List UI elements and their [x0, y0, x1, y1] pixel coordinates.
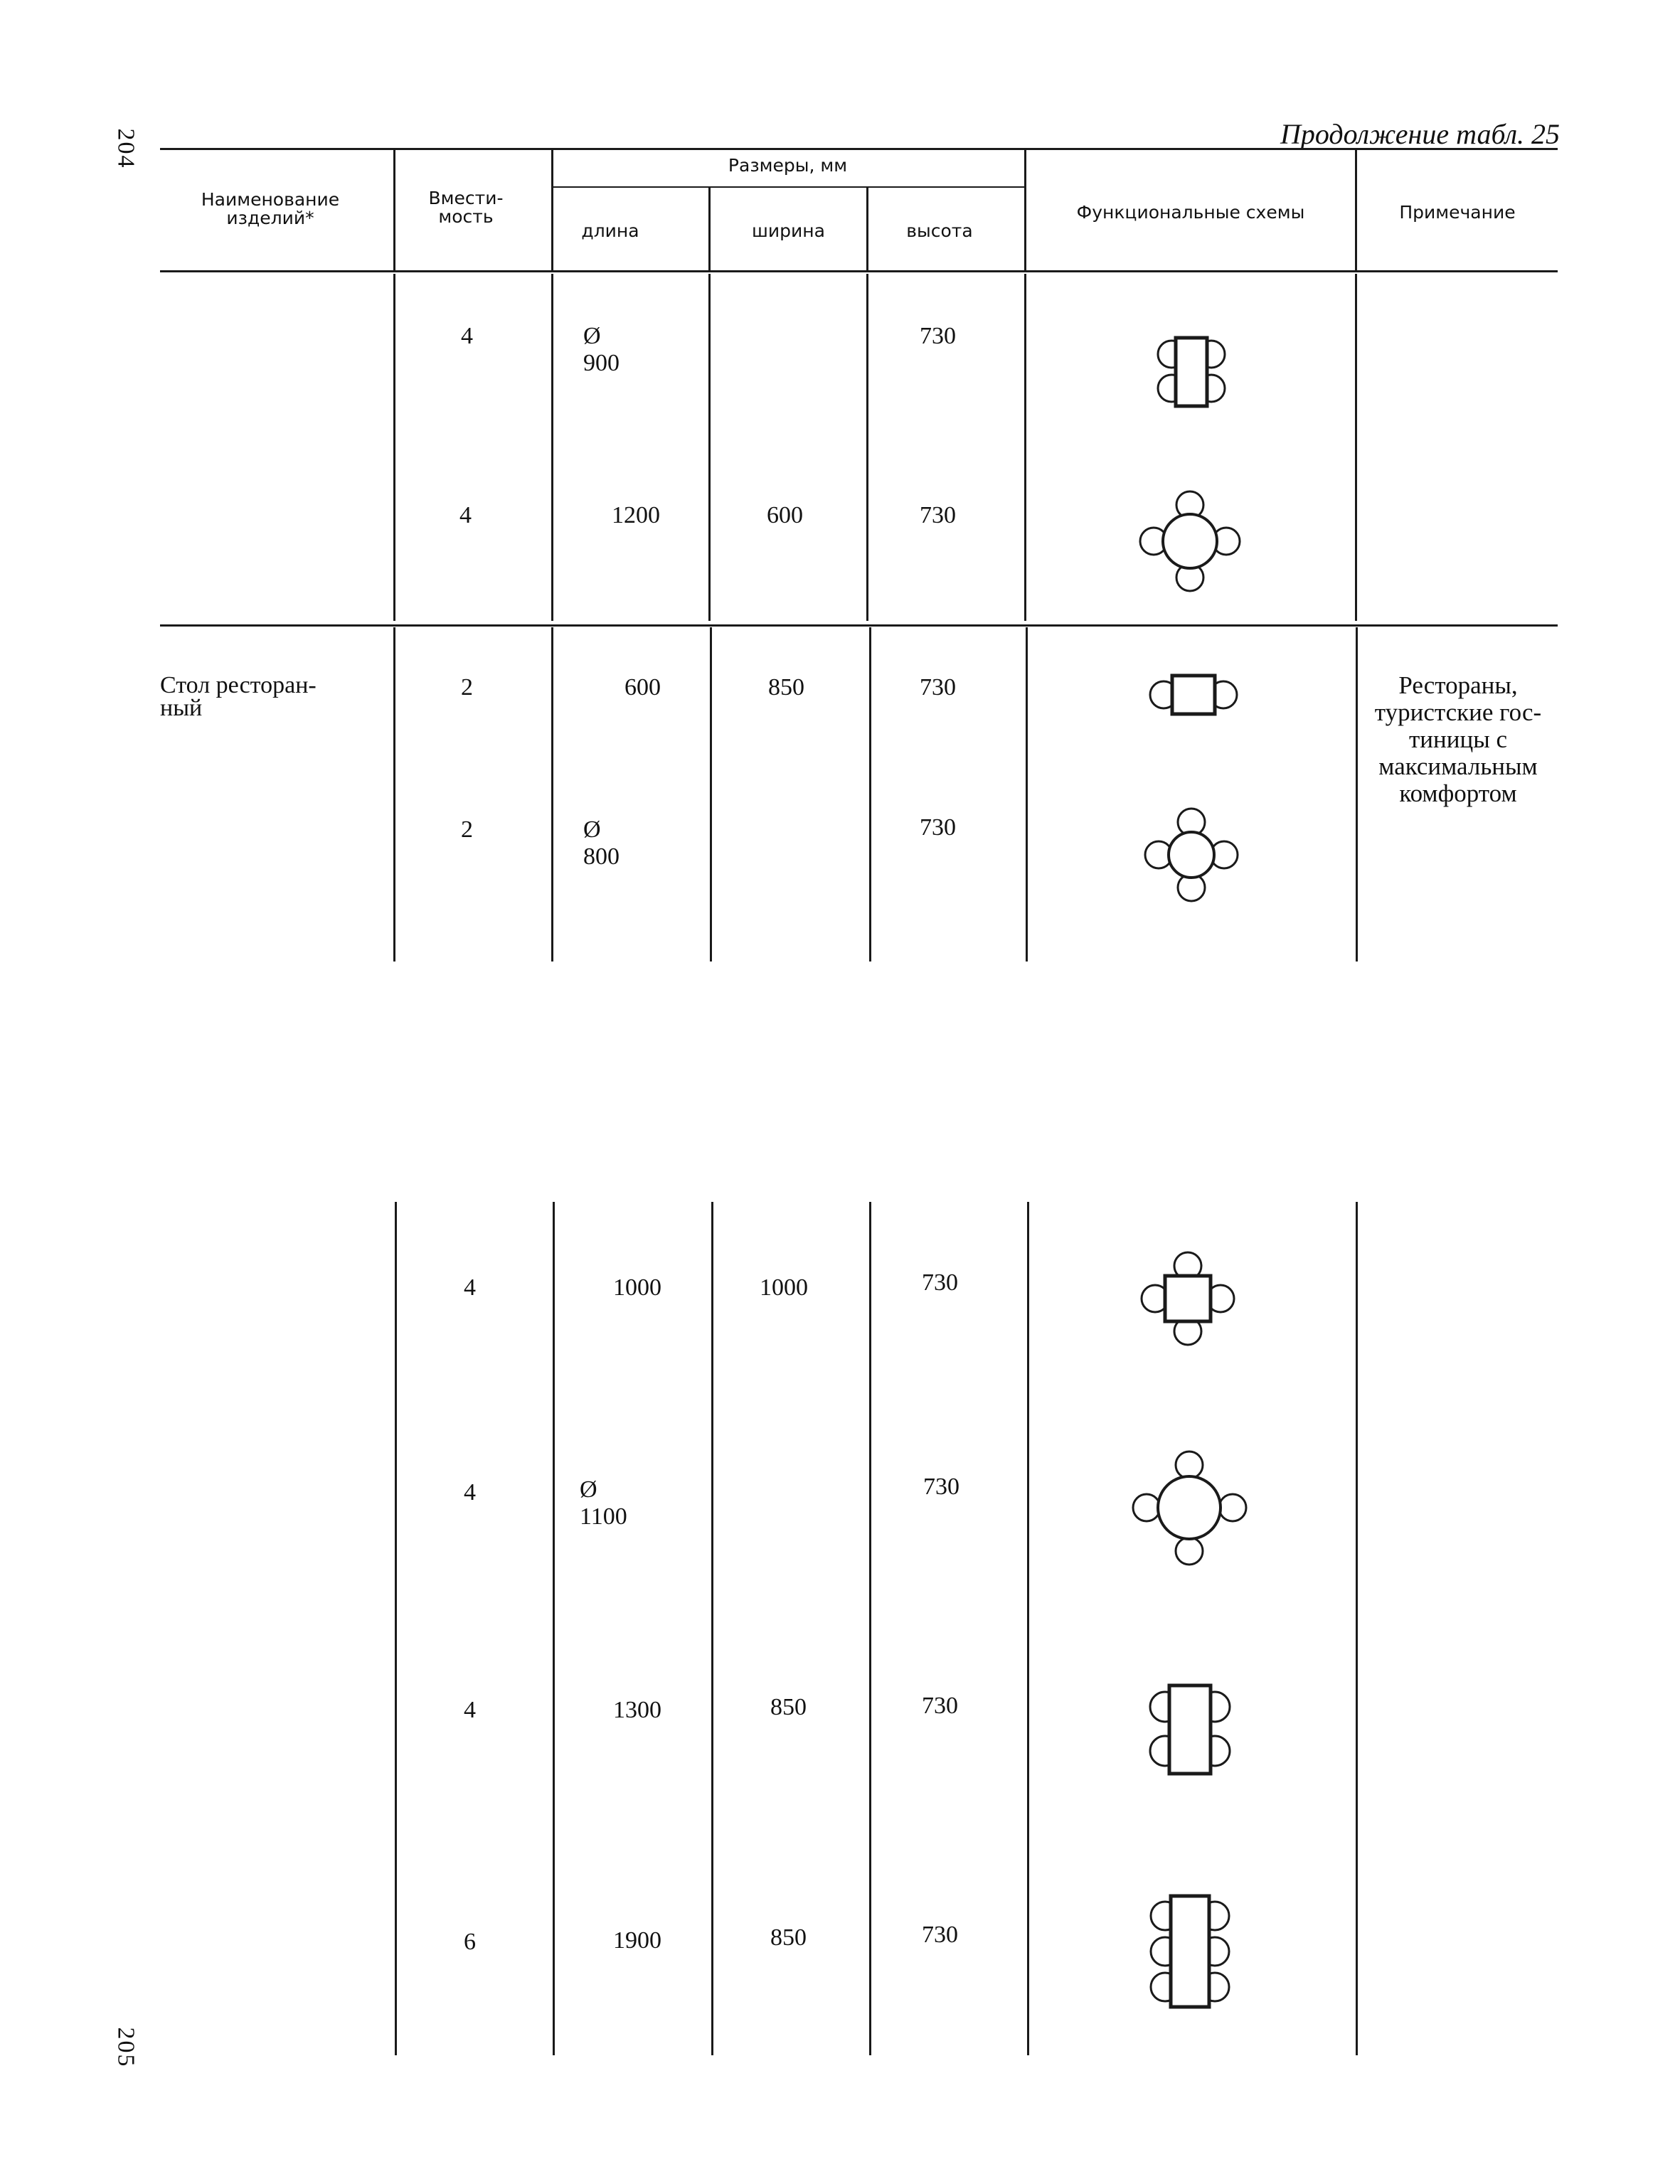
- cell-capacity: 4: [464, 1697, 476, 1723]
- body-divider-a1: [393, 274, 395, 621]
- header-divider-1: [393, 148, 395, 270]
- table-caption: Продолжение табл. 25: [1280, 118, 1561, 150]
- cell-capacity: 4: [464, 1274, 476, 1301]
- round-4-chairs-large-icon: [1131, 1449, 1248, 1567]
- product-name: [160, 674, 381, 720]
- cell-length: Ø 900: [583, 323, 620, 376]
- product-name-text: Стол ресторан- ный: [160, 672, 317, 721]
- cell-length: Ø 800: [583, 816, 620, 870]
- note-text: [1359, 672, 1558, 807]
- cell-capacity: 6: [464, 1929, 476, 1955]
- cell-capacity: 4: [459, 502, 472, 528]
- dimensions-group-rule: [551, 186, 1024, 188]
- cell-length: Ø 1100: [580, 1476, 627, 1530]
- page-number-bottom: 205: [112, 2027, 139, 2068]
- cell-capacity: 2: [461, 816, 473, 843]
- body-divider-c4: [869, 1202, 871, 2055]
- header-bottom-rule: [160, 270, 1558, 272]
- note-text-content: Рестораны, туристские гос- тиницы с максимальным комфортом: [1374, 671, 1542, 807]
- cell-capacity: 2: [461, 674, 473, 701]
- group-separator-rule: [160, 624, 1558, 627]
- cell-height: 730: [923, 1474, 959, 1500]
- header-capacity-text: Вмести- мость: [428, 188, 504, 227]
- body-divider-c5: [1027, 1202, 1029, 2055]
- body-divider-a2: [551, 274, 553, 621]
- header-name: Наименование изделий*: [201, 189, 340, 228]
- cell-width: 850: [768, 674, 804, 701]
- table-top-rule: [160, 148, 1558, 150]
- header-note: Примечание: [1399, 202, 1516, 223]
- rect-6-chairs-icon: [1144, 1892, 1236, 2013]
- cell-height: 730: [922, 1922, 958, 1948]
- body-divider-c3: [711, 1202, 713, 2055]
- body-divider-b1: [393, 627, 395, 962]
- cell-length: 1900: [613, 1927, 661, 1954]
- cell-height: 730: [920, 674, 956, 701]
- cell-width: 850: [770, 1924, 807, 1951]
- square-4-chairs-icon: [1138, 1249, 1238, 1348]
- body-divider-c1: [395, 1202, 397, 2055]
- round-4-chairs-icon: [1137, 488, 1243, 595]
- cell-length: 1200: [612, 502, 660, 528]
- header-dimensions-group: Размеры, мм: [728, 155, 848, 176]
- body-divider-a6: [1355, 274, 1357, 621]
- body-divider-b3: [710, 627, 712, 962]
- cell-width: 600: [767, 502, 803, 528]
- header-width: ширина: [752, 220, 825, 241]
- body-divider-c2: [553, 1202, 555, 2055]
- cell-height: 730: [920, 502, 956, 528]
- header-height: высота: [906, 220, 973, 241]
- body-divider-c6: [1356, 1202, 1358, 2055]
- cell-width: 850: [770, 1694, 807, 1720]
- rect-2x2-chairs-icon: [1149, 334, 1234, 412]
- body-divider-b5: [1026, 627, 1028, 962]
- cell-length: 600: [624, 674, 661, 701]
- cell-height: 730: [920, 323, 956, 349]
- body-divider-b4: [869, 627, 871, 962]
- page-number-top: 204: [112, 128, 139, 169]
- body-divider-a3: [708, 274, 711, 621]
- cell-length: 1000: [613, 1274, 661, 1301]
- body-divider-a5: [1024, 274, 1026, 621]
- cell-height: 730: [920, 814, 956, 841]
- body-divider-b6: [1356, 627, 1358, 962]
- rect-2-chairs-icon: [1144, 670, 1243, 720]
- body-divider-b2: [551, 627, 553, 962]
- body-divider-a4: [866, 274, 868, 621]
- header-length: длина: [581, 220, 639, 241]
- cell-capacity: 4: [464, 1479, 476, 1506]
- cell-length: 1300: [613, 1697, 661, 1723]
- round-4-chairs-small-icon: [1142, 805, 1241, 905]
- cell-height: 730: [922, 1269, 958, 1296]
- header-capacity: [409, 189, 523, 226]
- header-schemes: Функциональные схемы: [1076, 202, 1305, 223]
- cell-capacity: 4: [461, 323, 473, 349]
- rect-4-chairs-icon: [1144, 1680, 1236, 1779]
- cell-width: 1000: [760, 1274, 808, 1301]
- cell-height: 730: [922, 1693, 958, 1719]
